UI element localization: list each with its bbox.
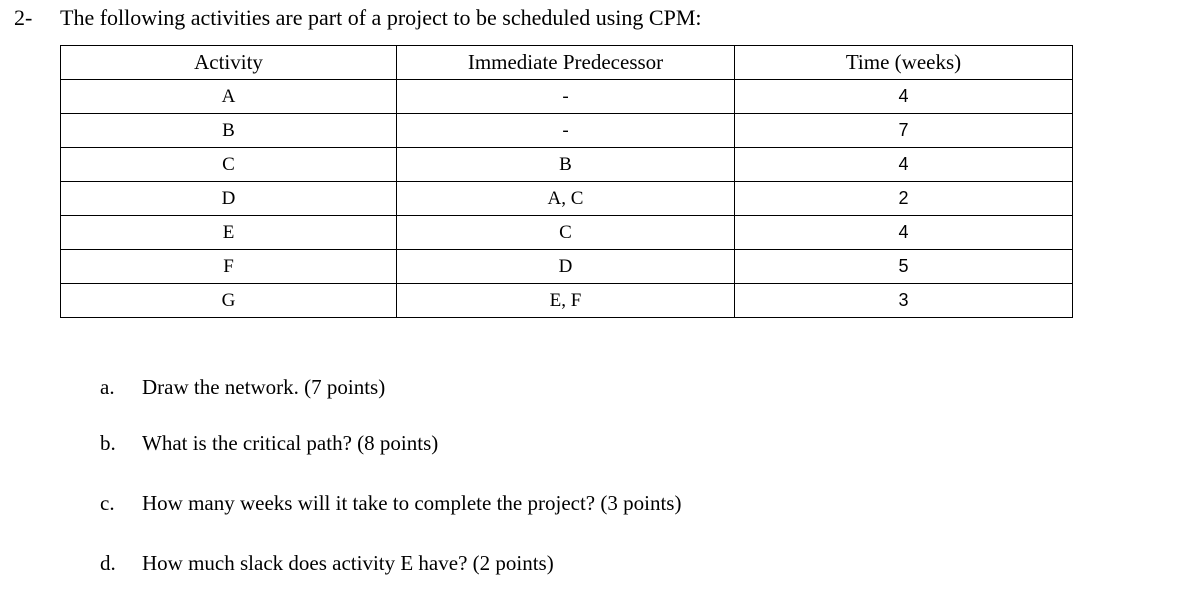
table-row [61, 250, 1073, 284]
predecessor-cell: - [397, 80, 735, 114]
predecessor-cell: B [397, 148, 735, 182]
time-cell: 4 [735, 148, 1073, 182]
header-immediate-predecessor: Immediate Predecessor [397, 46, 735, 80]
activity-cell: B [61, 114, 397, 148]
table-row [61, 114, 1073, 148]
activity-cell: D [61, 182, 397, 216]
activity-cell: C [61, 148, 397, 182]
question-number: 2- [14, 5, 33, 30]
table-row [61, 148, 1073, 182]
time-cell: 2 [735, 182, 1073, 216]
part-text: How many weeks will it take to complete the project? (3 points) [142, 491, 682, 515]
predecessor-cell: - [397, 114, 735, 148]
part-text: How much slack does activity E have? (2 points) [142, 551, 554, 575]
activity-cell: G [61, 284, 397, 318]
part-text: What is the critical path? (8 points) [142, 431, 439, 455]
predecessor-cell: C [397, 216, 735, 250]
question-header [14, 3, 702, 33]
part-letter: c. [100, 491, 115, 515]
part-b [100, 429, 438, 457]
predecessor-cell: E, F [397, 284, 735, 318]
part-a [100, 373, 385, 401]
table-row [61, 182, 1073, 216]
time-cell: 5 [735, 250, 1073, 284]
time-cell: 4 [735, 216, 1073, 250]
predecessor-cell: A, C [397, 182, 735, 216]
time-cell: 4 [735, 80, 1073, 114]
part-text: Draw the network. (7 points) [142, 375, 386, 399]
table-row [61, 80, 1073, 114]
time-cell: 7 [735, 114, 1073, 148]
table-row [61, 216, 1073, 250]
part-letter: d. [100, 551, 116, 575]
predecessor-cell: D [397, 250, 735, 284]
table-header-row [61, 46, 1073, 80]
table-row [61, 284, 1073, 318]
part-letter: b. [100, 431, 116, 455]
time-cell: 3 [735, 284, 1073, 318]
activity-cell: F [61, 250, 397, 284]
activity-cell: A [61, 80, 397, 114]
header-time-weeks: Time (weeks) [735, 46, 1073, 80]
activity-table [60, 45, 1073, 318]
header-activity: Activity [61, 46, 397, 80]
part-c [100, 489, 681, 517]
part-d [100, 549, 554, 577]
activity-cell: E [61, 216, 397, 250]
part-letter: a. [100, 375, 115, 399]
question-text: The following activities are part of a project to be scheduled using CPM: [60, 5, 702, 30]
